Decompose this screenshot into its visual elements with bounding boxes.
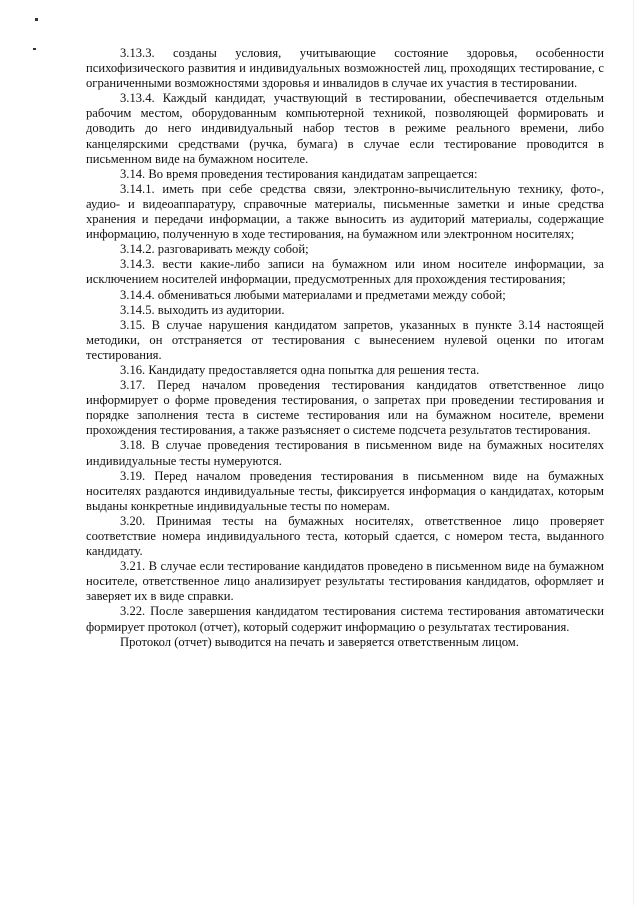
document-page — [86, 46, 604, 650]
paragraph-3-14-5: 3.14.5. выходить из аудитории. — [120, 302, 285, 317]
paragraph-3-18: 3.18. В случае проведения тестирования в письменном виде на бумажных носителях индивидуальные тесты нумеруются. — [86, 438, 604, 468]
paragraph-3-22: 3.22. После завершения кандидатом тестирования система тестирования автоматически формирует протокол (отчет), который содержит информацию о результатах тестирования. — [86, 604, 604, 634]
scan-edge — [633, 0, 634, 905]
paragraph-3-14: 3.14. Во время проведения тестирования кандидатам запрещается: — [120, 166, 478, 181]
paragraph-3-13-3: 3.13.3. созданы условия, учитывающие состояние здоровья, особенности психофизического развития и индивидуальных возможностей лиц, проходящих тестирование, с ограниченными возможностями здоровья и инвалидов в случае их участия в тестировании. — [86, 46, 604, 91]
paragraph-protocol: Протокол (отчет) выводится на печать и заверяется ответственным лицом. — [120, 634, 519, 649]
paragraph-3-16: 3.16. Кандидату предоставляется одна попытка для решения теста. — [120, 362, 480, 377]
paragraph-3-15: 3.15. В случае нарушения кандидатом запретов, указанных в пункте 3.14 настоящей методики, он отстраняется от тестирования с вынесением нулевой оценки по итогам тестирования. — [86, 317, 604, 362]
paragraph-3-14-4: 3.14.4. обмениваться любыми материалами и предметами между собой; — [120, 287, 506, 302]
scan-speck — [33, 48, 36, 50]
paragraph-3-19: 3.19. Перед началом проведения тестирования в письменном виде на бумажных носителях раздаются индивидуальные тесты, фиксируется информация о кандидатах, которым выданы конкретные индивидуальные тесты по номерам. — [86, 468, 604, 513]
scan-speck — [35, 18, 38, 21]
paragraph-3-14-2: 3.14.2. разговаривать между собой; — [120, 242, 309, 257]
paragraph-3-14-3: 3.14.3. вести какие-либо записи на бумажном или ином носителе информации, за исключением носителей информации, предусмотренных для прохождения тестирования; — [86, 257, 604, 287]
paragraph-3-20: 3.20. Принимая тесты на бумажных носителях, ответственное лицо проверяет соответствие номера индивидуального теста, который сдается, с номером теста, выданного кандидату. — [86, 513, 604, 559]
paragraph-3-17: 3.17. Перед началом проведения тестирования кандидатов ответственное лицо информирует о форме проведения тестирования, о запретах при проведении тестирования и порядке заполнения теста в системе тестирования или на бумажном носителе, времени прохождения тестирования, а также разъясняет о системе подсчета результатов тестирования. — [86, 378, 604, 438]
paragraph-3-14-1: 3.14.1. иметь при себе средства связи, электронно-вычислительную технику, фото-, аудио- и видеоаппаратуру, справочные материалы, письменные заметки и иные средства хранения и передачи информации, а также выносить из аудиторий материалы, содержащие информацию, полученную в ходе тестирования, на бумажном или электронном носителях; — [86, 181, 604, 242]
paragraph-3-21: 3.21. В случае если тестирование кандидатов проведено в письменном виде на бумажном носителе, ответственное лицо анализирует результаты тестирования кандидатов, оформляет и заверяет их в виде справки. — [86, 559, 604, 604]
paragraph-3-13-4: 3.13.4. Каждый кандидат, участвующий в тестировании, обеспечивается отдельным рабочим местом, оборудованным компьютерной техникой, позволяющей формировать и доводить до него индивидуальный набор тестов в режиме реального времени, либо канцелярскими средствами (ручка, бумага) в случае если тестирование проводится в письменном виде на бумажном носителе. — [86, 91, 604, 166]
